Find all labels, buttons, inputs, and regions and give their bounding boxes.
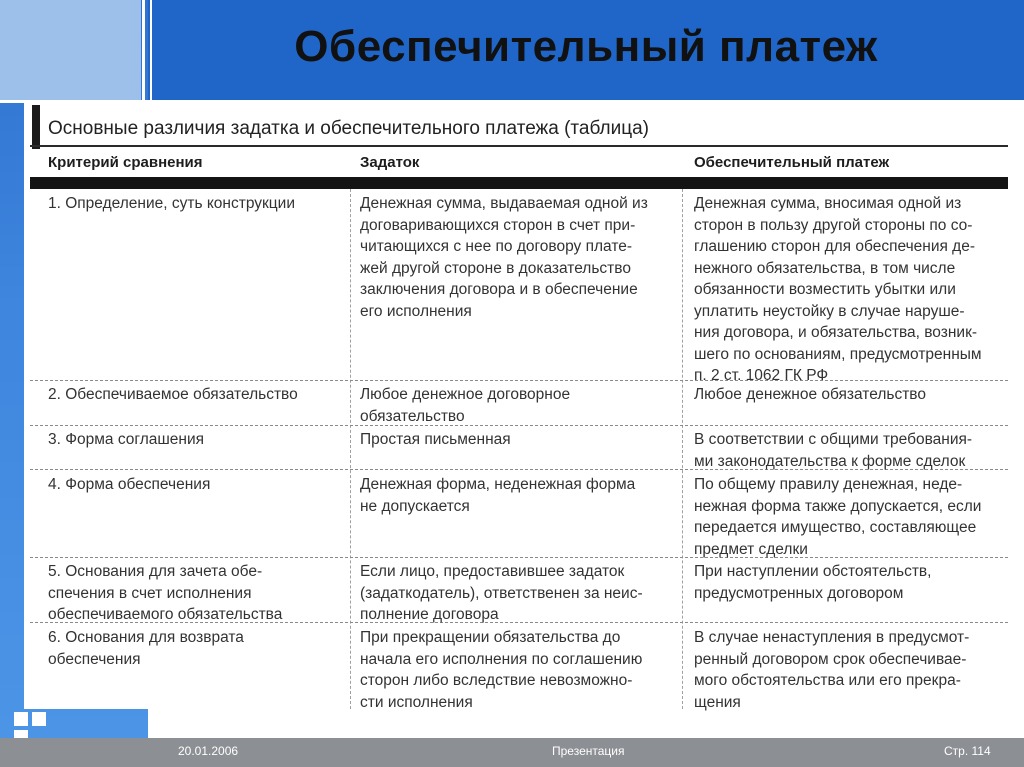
table-cell-deposit: Денежная сумма, выдаваемая одной из договаривающихся сторон в счет при- читающихся с нее по договору плате- жей другой стороне в доказательство заключения договора и в обеспечение его исполнения <box>360 195 648 320</box>
table-cell-criterion: 1. Определение, суть конструкции <box>48 195 295 212</box>
table-cell-criterion: 4. Форма обеспечения <box>48 476 211 493</box>
header-rule <box>30 145 1008 147</box>
column-divider <box>350 189 351 709</box>
table-cell-deposit: При прекращении обязательства до начала его исполнения по соглашению сторон либо вследствие невозможно- сти исполнения <box>360 629 643 711</box>
footer-date: 20.01.2006 <box>178 744 239 758</box>
table-cell-security: Любое денежное обязательство <box>694 386 926 403</box>
table-cell-security: В случае ненаступления в предусмот- ренный договором срок обеспечивае- мого обстоятельства или его прекра- щения <box>694 629 970 711</box>
table-cell-security: В соответствии с общими требования- ми законодательства к форме сделок <box>694 431 973 470</box>
table-caption: Основные различия задатка и обеспечительного платежа (таблица) <box>48 118 649 139</box>
column-header-security: Обеспечительный платеж <box>694 154 890 171</box>
table-cell-security: При наступлении обстоятельств, предусмотренных договором <box>694 563 932 602</box>
table-cell-criterion: 2. Обеспечиваемое обязательство <box>48 386 298 403</box>
column-divider <box>682 189 683 709</box>
table-cell-criterion: 5. Основания для зачета обе- спечения в счет исполнения обеспечиваемого обязательства <box>48 563 283 623</box>
footer-center-label: Презентация <box>552 744 625 758</box>
footer-bar <box>0 738 1024 767</box>
slide-title: Обеспечительный платеж <box>294 22 878 71</box>
corner-decoration <box>0 0 141 100</box>
footer-page-number: Стр. 114 <box>944 744 991 758</box>
table-cell-deposit: Если лицо, предоставившее задаток (задаткодатель), ответственен за неис- полнение договора <box>360 563 643 623</box>
table-cell-deposit: Денежная форма, неденежная форма не допускается <box>360 476 636 515</box>
table-cell-security: По общему правилу денежная, неде- нежная форма также допускается, если передается имущество, составляющее предмет сделки <box>694 476 982 558</box>
table-cell-deposit: Любое денежное договорное обязательство <box>360 386 571 425</box>
table-cell-deposit: Простая письменная <box>360 431 511 448</box>
column-header-deposit: Задаток <box>360 154 420 171</box>
frame-divider <box>142 0 145 104</box>
header-thick-rule <box>30 177 1008 189</box>
table-cell-criterion: 6. Основания для возврата обеспечения <box>48 629 244 668</box>
table-cell-security: Денежная сумма, вносимая одной из сторон в пользу другой стороны по со- глашению сторон для обеспечения де- нежного обязательства, в том числе обязанности возместить убытки или уплатить неустойку в случае наруше- ния договора, и обязательства, возник- шего по основаниям, предусмотренным п. 2 ст. 1062 ГК РФ <box>694 195 982 384</box>
column-header-criterion: Критерий сравнения <box>48 154 203 171</box>
table-cell-criterion: 3. Форма соглашения <box>48 431 205 448</box>
